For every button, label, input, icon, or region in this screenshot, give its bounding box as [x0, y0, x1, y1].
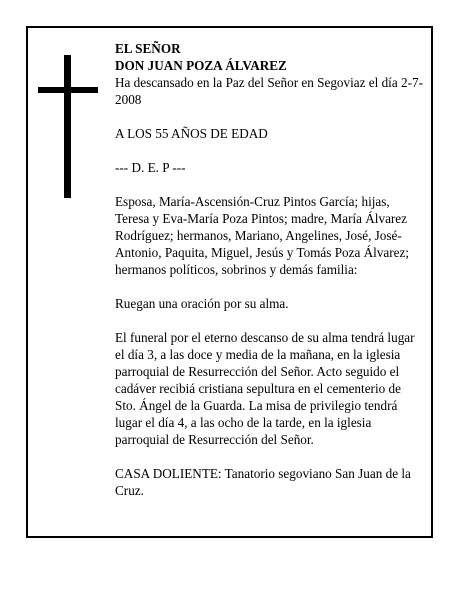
- notice-rest-line: Ha descansado en la Paz del Señor en Segoviaz el día 2-7-2008: [115, 75, 423, 107]
- notice-content: [115, 40, 425, 499]
- notice-dep-line: --- D. E. P ---: [115, 160, 186, 175]
- notice-family-paragraph: Esposa, María-Ascensión-Cruz Pintos García; hijas, Teresa y Eva-María Poza Pintos; madre, María Álvarez Rodríguez; hermanos, Mariano, Angelines, José, José-Antonio, Paquita, Miguel, Jesús y Tomás Poza Álvarez; hermanos políticos, sobrinos y demás familia:: [115, 194, 410, 277]
- cross-vertical-bar: [64, 55, 71, 198]
- notice-house-line: CASA DOLIENTE: Tanatorio segoviano San Juan de la Cruz.: [115, 466, 411, 498]
- notice-funeral-paragraph: El funeral por el eterno descanso de su alma tendrá lugar el día 3, a las doce y media de la mañana, en la iglesia parroquial de Resurrección del Señor. Acto seguido el cadáver recibiá cristiana sepultura en el cementerio de Sto. Ángel de la Guarda. La misa de privilegio tendrá lugar el día 4, a las ocho de la tarde, en la iglesia parroquial de Resurrección del Señor.: [115, 330, 415, 447]
- latin-cross-icon: [38, 55, 98, 198]
- obituary-notice: [26, 26, 433, 538]
- notice-title-line1: EL SEÑOR: [115, 41, 181, 56]
- notice-deceased-name: DON JUAN POZA ÁLVAREZ: [115, 58, 287, 73]
- notice-age-line: A LOS 55 AÑOS DE EDAD: [115, 126, 268, 141]
- cross-horizontal-bar: [38, 87, 98, 93]
- notice-prayer-line: Ruegan una oración por su alma.: [115, 296, 289, 311]
